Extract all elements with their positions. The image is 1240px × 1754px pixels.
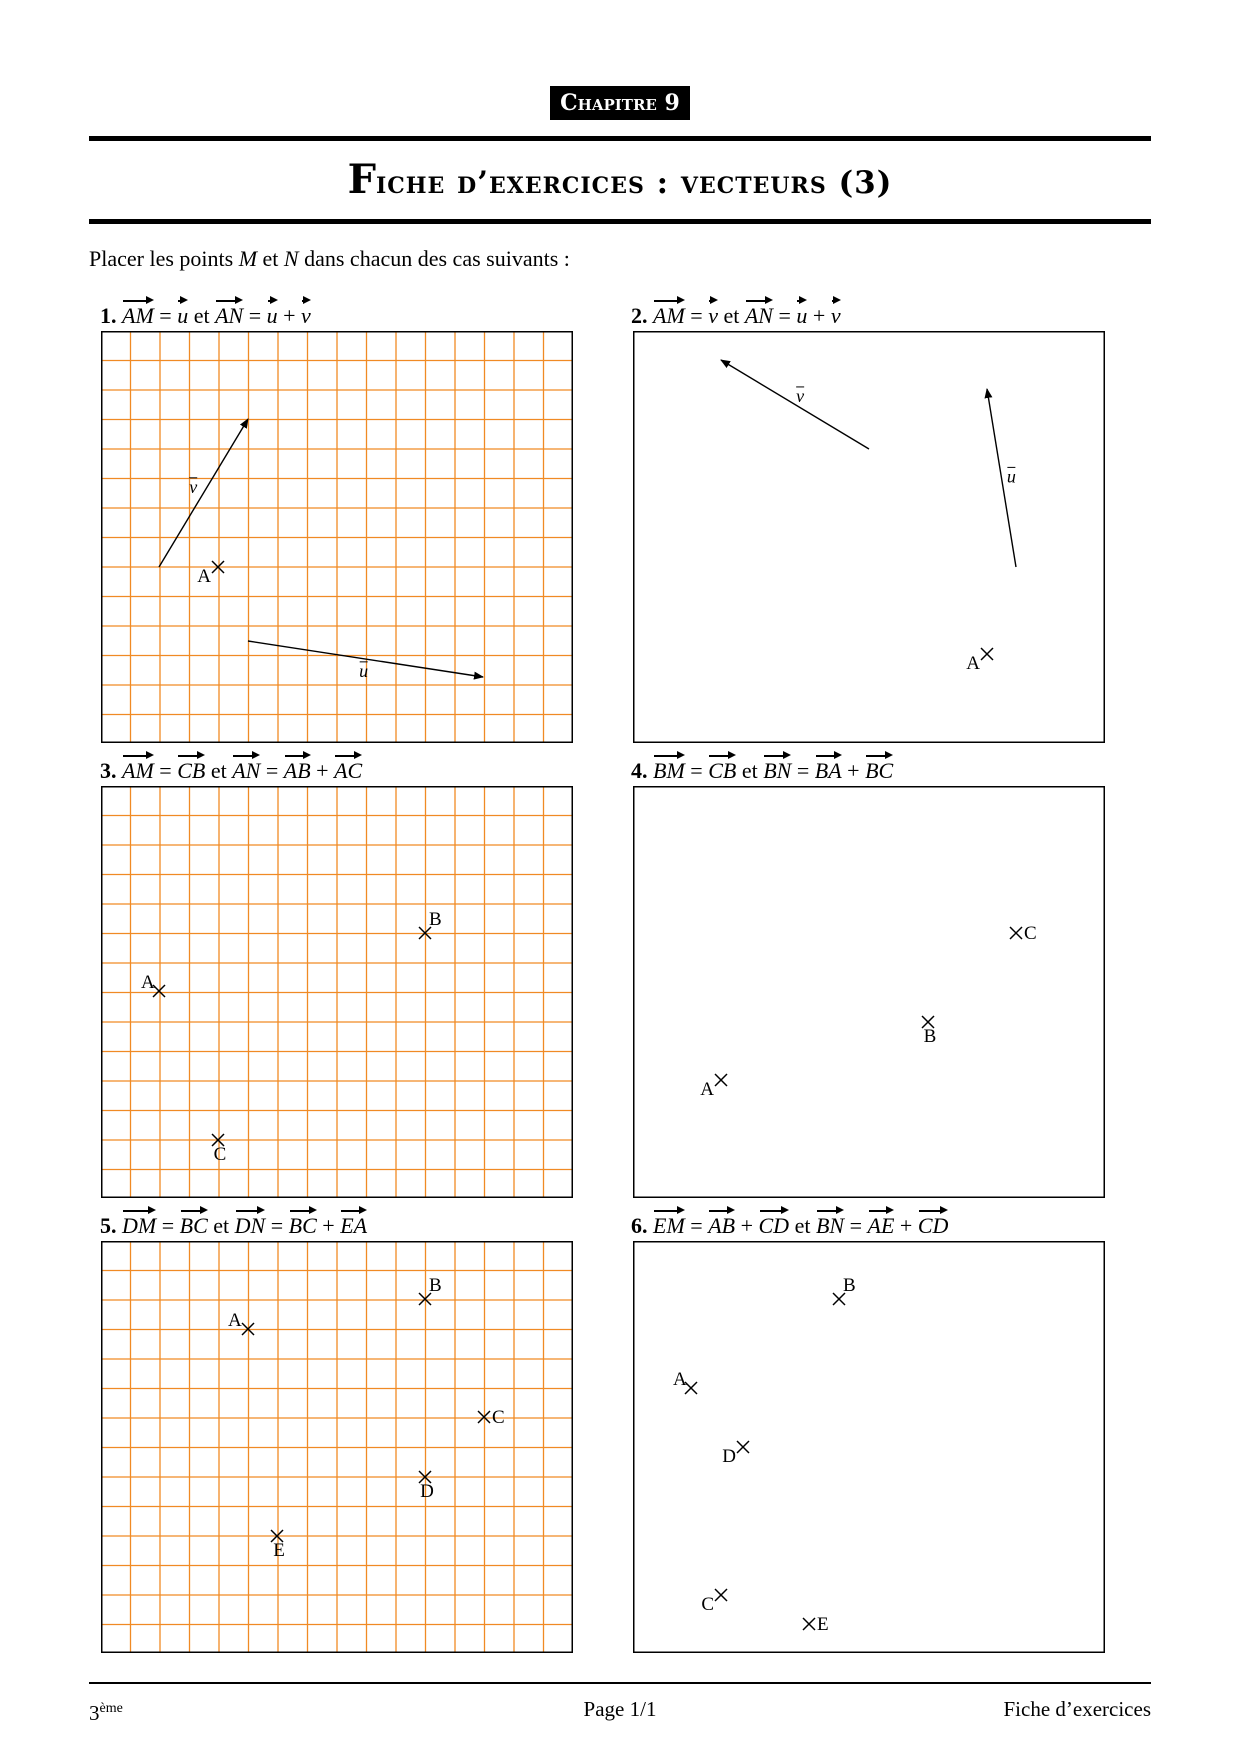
formula-text: = — [153, 758, 178, 783]
vector-term: BN — [763, 751, 791, 785]
formula-text: = — [684, 1213, 709, 1238]
exercise-5-label — [100, 1206, 367, 1240]
page-title — [89, 152, 1151, 211]
point-A-label: A — [700, 1079, 714, 1100]
exercise-3-figure — [101, 786, 573, 1198]
vector-term: CB — [177, 751, 205, 785]
vector-term: AB — [284, 751, 311, 785]
chapter-banner: Chapitre 9 — [550, 86, 690, 120]
instruction-before: Placer les points — [89, 246, 234, 271]
vector-u-label: u — [359, 660, 369, 681]
point-A-cross — [153, 985, 165, 997]
title-rule-bottom — [89, 219, 1151, 224]
formula-text: et — [207, 1213, 235, 1238]
vector-term: AB — [708, 1206, 735, 1240]
point-D-label: D — [420, 1481, 434, 1502]
title-rule-top — [89, 136, 1151, 141]
vector-term: BC — [289, 1206, 317, 1240]
point-A-label: A — [673, 1369, 687, 1390]
vector-term: u — [267, 296, 278, 330]
vector-term: BA — [815, 751, 842, 785]
exercise-4-label — [631, 751, 893, 785]
instruction-mid: et — [262, 246, 279, 271]
exercise-2-figure — [633, 331, 1105, 743]
exercise-1-label — [100, 296, 311, 330]
formula-text: = — [265, 1213, 289, 1238]
point-A-cross — [685, 1382, 697, 1394]
formula-text: + — [316, 1213, 341, 1238]
instruction-n: N — [283, 246, 299, 271]
vector-term: EA — [340, 1206, 367, 1240]
formula-text: et — [736, 758, 764, 783]
vector-v-arrow — [159, 419, 248, 567]
point-E-cross — [803, 1618, 815, 1630]
figure-svg — [101, 331, 573, 743]
vector-term: u — [796, 296, 807, 330]
point-A-label: A — [966, 653, 980, 674]
point-C-cross — [1010, 927, 1022, 939]
formula-text: = — [844, 1213, 868, 1238]
formula-text: + — [894, 1213, 918, 1238]
point-D-label: D — [722, 1446, 736, 1467]
instruction-after: dans chacun des cas suivants : — [304, 246, 570, 271]
vector-term: AN — [232, 751, 260, 785]
formula-text: + — [841, 758, 866, 783]
vector-term: AM — [122, 751, 154, 785]
formula-text: et — [205, 758, 233, 783]
figure-frame — [634, 787, 1105, 1198]
formula-text: = — [684, 758, 709, 783]
vector-term: AM — [653, 296, 685, 330]
exercise-6-figure — [633, 1241, 1105, 1653]
figure-frame — [634, 332, 1105, 743]
figure-svg — [633, 1241, 1105, 1653]
footer-page-text: Page 1/1 — [583, 1697, 657, 1721]
formula-text: = — [684, 303, 709, 328]
vector-v-label: v — [796, 385, 805, 406]
formula-text: = — [260, 758, 284, 783]
title-rest: iche d’exercices : vecteurs (3) — [375, 165, 893, 201]
footer-title: Fiche d’exercices — [1003, 1697, 1151, 1721]
grid-lines — [101, 786, 573, 1198]
point-E-label: E — [817, 1614, 829, 1635]
formula-text: = — [772, 303, 797, 328]
vector-term: AN — [215, 296, 243, 330]
vector-v-arrow — [721, 360, 869, 449]
vector-term: AN — [745, 296, 773, 330]
vector-term: AE — [868, 1206, 895, 1240]
exercise-6-label — [631, 1206, 948, 1240]
vector-term: v — [708, 296, 718, 330]
point-A-label: A — [141, 972, 155, 993]
instruction — [89, 244, 570, 274]
point-B-label: B — [843, 1275, 856, 1296]
figure-svg — [101, 786, 573, 1198]
point-E-label: E — [273, 1540, 285, 1561]
vector-v-label: v — [189, 476, 198, 497]
point-A-label: A — [197, 566, 211, 587]
formula-text: = — [153, 303, 178, 328]
vector-term: BN — [816, 1206, 844, 1240]
exercise-5-figure — [101, 1241, 573, 1653]
vector-term: DM — [122, 1206, 156, 1240]
formula-text: + — [277, 303, 302, 328]
exercise-number: 1. — [100, 303, 122, 328]
exercise-4-figure — [633, 786, 1105, 1198]
exercise-2-label — [631, 296, 841, 330]
instruction-m: M — [238, 246, 258, 271]
formula-text: + — [310, 758, 335, 783]
vector-u-label: u — [1006, 466, 1016, 487]
point-A-cross — [715, 1074, 727, 1086]
footer-level-num: 3 — [89, 1701, 100, 1725]
exercise-number: 2. — [631, 303, 653, 328]
formula-text: = — [791, 758, 815, 783]
exercise-number: 3. — [100, 758, 122, 783]
vector-term: AM — [122, 296, 154, 330]
point-B-label: B — [429, 909, 442, 930]
chapter-banner-wrap — [0, 86, 1240, 120]
formula-text: = — [156, 1213, 180, 1238]
figure-frame — [634, 1242, 1105, 1653]
formula-text: et — [789, 1213, 816, 1238]
vector-term: u — [177, 296, 188, 330]
point-C-label: C — [1024, 923, 1037, 944]
footer-level-sup: ème — [99, 1701, 123, 1716]
point-C-cross — [715, 1589, 727, 1601]
point-C-label: C — [492, 1407, 505, 1428]
point-D-cross — [737, 1441, 749, 1453]
vector-term: v — [831, 296, 841, 330]
exercise-3-label — [100, 751, 362, 785]
vector-term: BC — [865, 751, 893, 785]
formula-text: + — [807, 303, 831, 328]
formula-text: et — [188, 303, 216, 328]
exercise-1-figure — [101, 331, 573, 743]
formula-text: + — [735, 1213, 759, 1238]
vector-term: BC — [180, 1206, 208, 1240]
figure-svg — [633, 786, 1105, 1198]
exercise-number: 5. — [100, 1213, 122, 1238]
point-B-label: B — [923, 1026, 937, 1047]
point-B-label: B — [429, 1275, 442, 1296]
figure-svg — [101, 1241, 573, 1653]
title-initial: F — [347, 156, 376, 203]
point-A-cross — [981, 648, 993, 660]
exercise-number: 4. — [631, 758, 653, 783]
vector-term: EM — [653, 1206, 685, 1240]
vector-term: CB — [708, 751, 736, 785]
vector-term: CD — [918, 1206, 949, 1240]
grid-lines — [101, 1241, 573, 1653]
point-C-label: C — [213, 1144, 227, 1165]
exercise-number: 6. — [631, 1213, 653, 1238]
figure-svg — [633, 331, 1105, 743]
grid-lines — [101, 331, 573, 743]
vector-term: DN — [235, 1206, 266, 1240]
footer-rule — [89, 1682, 1151, 1684]
point-C-label: C — [701, 1594, 714, 1615]
formula-text: = — [243, 303, 267, 328]
vector-term: CD — [759, 1206, 790, 1240]
vector-term: v — [301, 296, 311, 330]
vector-term: BM — [653, 751, 685, 785]
formula-text: et — [717, 303, 745, 328]
point-A-label: A — [228, 1310, 242, 1331]
vector-term: AC — [334, 751, 362, 785]
